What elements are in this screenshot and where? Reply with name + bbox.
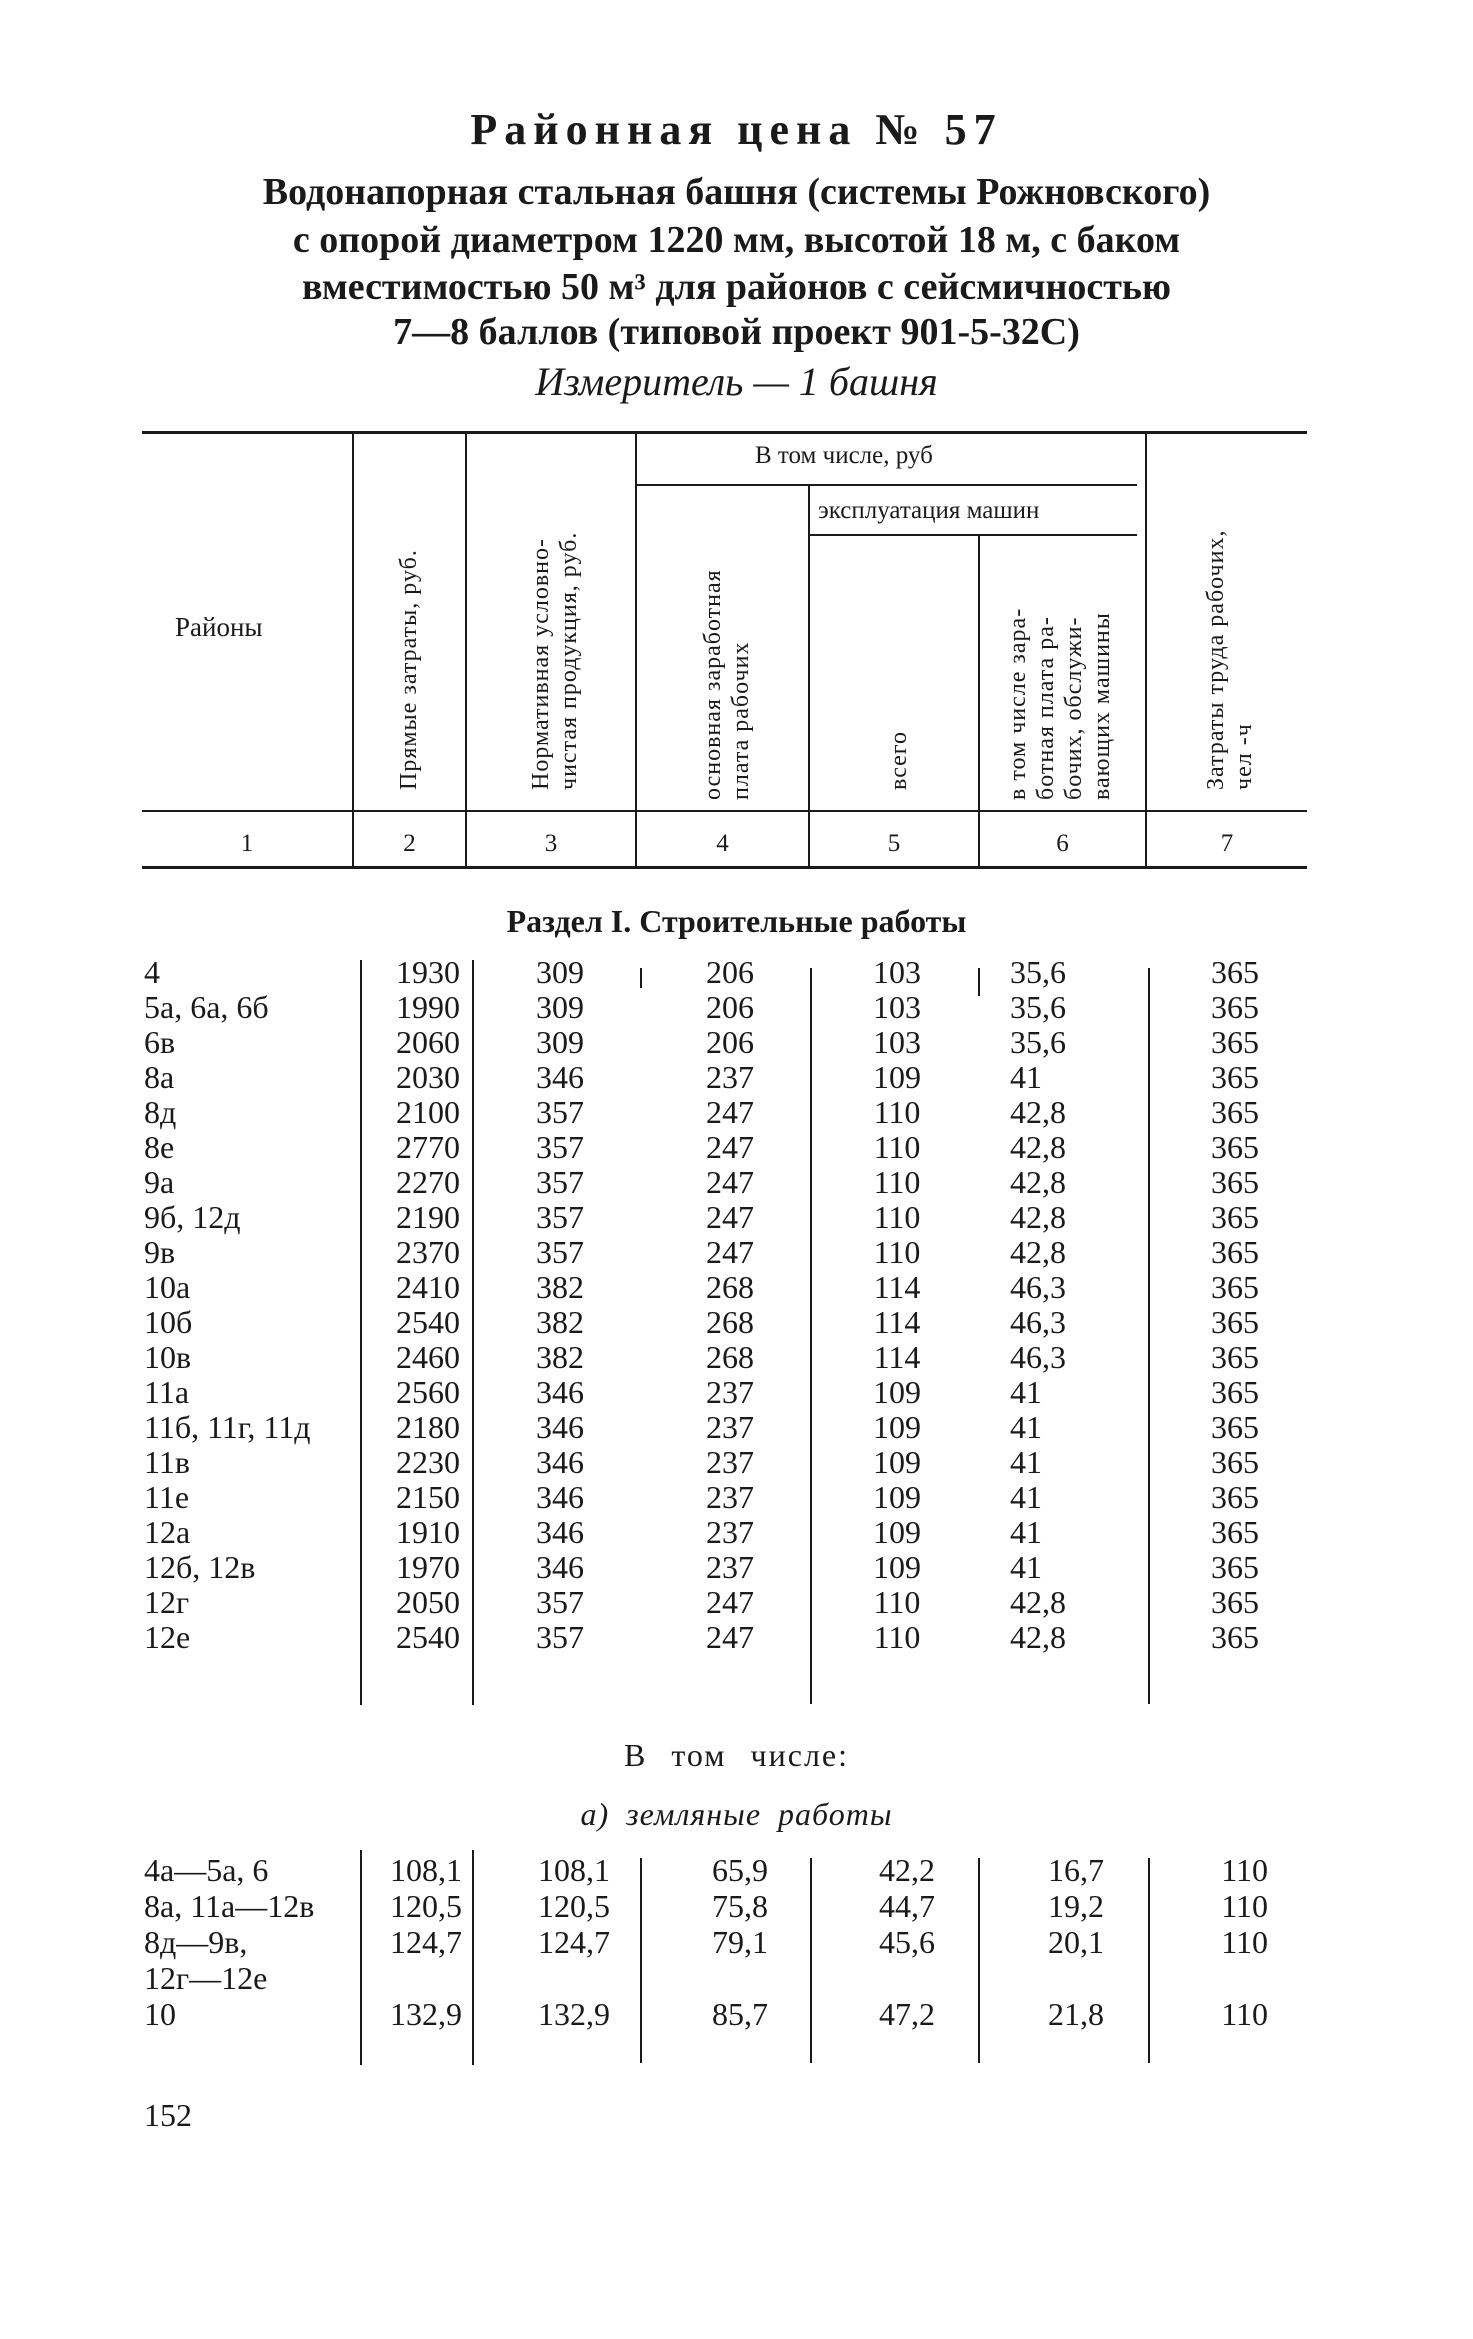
price-title: Районная цена № 57 <box>470 105 1003 154</box>
value-cell-2: 357 <box>536 1234 584 1270</box>
value-cell-4: 109 <box>873 1374 921 1410</box>
value-cell-5: 46,3 <box>1010 1269 1066 1305</box>
district-cell: 5а, 6а, 6б <box>144 989 269 1025</box>
header-vline-4 <box>808 486 810 866</box>
col-base-wage-2: плата рабочих <box>728 641 754 800</box>
subtitle-line-2: с опорой диаметром 1220 мм, высотой 18 м, с баком <box>292 219 1181 261</box>
value-cell-2: 108,1 <box>538 1852 610 1888</box>
value-cell-4: 109 <box>873 1059 921 1095</box>
value-cell-5: 42,8 <box>1010 1164 1066 1200</box>
earth-row <box>0 1889 1473 1924</box>
value-cell-2: 346 <box>536 1374 584 1410</box>
table-row <box>0 990 1473 1025</box>
value-cell-5: 41 <box>1010 1374 1042 1410</box>
value-cell-3: 268 <box>706 1304 754 1340</box>
earth-row <box>0 1853 1473 1888</box>
table-row <box>0 1340 1473 1375</box>
value-cell-5: 21,8 <box>1048 1996 1104 2032</box>
value-cell-6: 365 <box>1211 1479 1259 1515</box>
value-cell-5: 42,8 <box>1010 1234 1066 1270</box>
district-cell: 12а <box>144 1514 191 1550</box>
value-cell-6: 110 <box>1221 1852 1268 1888</box>
value-cell-3: 79,1 <box>712 1924 768 1960</box>
value-cell-1: 2270 <box>396 1164 460 1200</box>
value-cell-4: 109 <box>873 1444 921 1480</box>
value-cell-3: 237 <box>706 1444 754 1480</box>
value-cell-6: 365 <box>1211 1094 1259 1130</box>
value-cell-1: 2030 <box>396 1059 460 1095</box>
value-cell-6: 365 <box>1211 1059 1259 1095</box>
value-cell-3: 237 <box>706 1059 754 1095</box>
value-cell-5: 16,7 <box>1048 1852 1104 1888</box>
district-cell: 4а—5а, 6 <box>144 1852 269 1888</box>
value-cell-6: 365 <box>1211 989 1259 1025</box>
value-cell-3: 247 <box>706 1164 754 1200</box>
measure-unit: Измеритель — 1 башня <box>535 359 938 404</box>
value-cell-3: 247 <box>706 1584 754 1620</box>
value-cell-1: 2060 <box>396 1024 460 1060</box>
col-labor-1: Затраты труда рабочих, <box>1203 529 1229 790</box>
value-cell-6: 110 <box>1221 1924 1268 1960</box>
value-cell-4: 47,2 <box>879 1996 935 2032</box>
value-cell-5: 46,3 <box>1010 1304 1066 1340</box>
district-cell: 9в <box>144 1234 176 1270</box>
value-cell-4: 109 <box>873 1514 921 1550</box>
district-cell: 8д <box>144 1094 177 1130</box>
district-cell: 4 <box>144 954 160 990</box>
header-vline-5 <box>978 536 980 866</box>
value-cell-2: 346 <box>536 1059 584 1095</box>
district-cell: 11е <box>144 1479 190 1515</box>
col-base-wage-1: основная заработная <box>700 569 726 800</box>
subtitle-line-4: 7—8 баллов (типовой проект 901-5-32С) <box>393 311 1080 353</box>
value-cell-1: 2230 <box>396 1444 460 1480</box>
col-machines: эксплуатация машин <box>818 497 1040 524</box>
value-cell-6: 365 <box>1211 1374 1259 1410</box>
col-num-4: 4 <box>716 830 729 857</box>
subtitle-line-3: вместимостью 50 м³ для районов с сейсмичностью <box>301 266 1172 308</box>
table-row <box>0 1375 1473 1410</box>
value-cell-3: 247 <box>706 1619 754 1655</box>
value-cell-2: 382 <box>536 1304 584 1340</box>
col-incl-wage-3: бочих, обслужи- <box>1061 616 1087 800</box>
table-row <box>0 1620 1473 1655</box>
table-row <box>0 1480 1473 1515</box>
table-row <box>0 1270 1473 1305</box>
table-row <box>0 1130 1473 1165</box>
value-cell-5: 42,8 <box>1010 1094 1066 1130</box>
value-cell-5: 35,6 <box>1010 989 1066 1025</box>
table-row <box>0 1025 1473 1060</box>
district-cell: 11в <box>144 1444 190 1480</box>
value-cell-4: 110 <box>873 1199 921 1235</box>
earth-row <box>0 1925 1473 1960</box>
value-cell-1: 1970 <box>396 1549 460 1585</box>
col-incl-wage-1: в том числе зара- <box>1005 607 1031 800</box>
value-cell-5: 42,8 <box>1010 1199 1066 1235</box>
value-cell-1: 1910 <box>396 1514 460 1550</box>
value-cell-3: 237 <box>706 1409 754 1445</box>
value-cell-2: 382 <box>536 1269 584 1305</box>
value-cell-6: 365 <box>1211 1129 1259 1165</box>
value-cell-4: 110 <box>873 1584 921 1620</box>
value-cell-4: 103 <box>873 1024 921 1060</box>
value-cell-2: 309 <box>536 989 584 1025</box>
col-num-6: 6 <box>1056 830 1069 857</box>
col-districts: Районы <box>175 612 263 642</box>
value-cell-1: 2410 <box>396 1269 460 1305</box>
col-direct-costs: Прямые затраты, руб. <box>396 549 422 790</box>
value-cell-4: 110 <box>873 1164 921 1200</box>
value-cell-1: 2190 <box>396 1199 460 1235</box>
value-cell-1: 1990 <box>396 989 460 1025</box>
section-title: Раздел I. Строительные работы <box>506 903 967 939</box>
value-cell-3: 237 <box>706 1514 754 1550</box>
value-cell-2: 346 <box>536 1444 584 1480</box>
district-cell: 12г <box>144 1584 190 1620</box>
col-num-3: 3 <box>544 830 558 857</box>
table-row <box>0 955 1473 990</box>
table-row <box>0 1305 1473 1340</box>
value-cell-4: 42,2 <box>879 1852 935 1888</box>
value-cell-5: 41 <box>1010 1514 1042 1550</box>
header-top-rule <box>142 431 1307 434</box>
value-cell-6: 365 <box>1211 1304 1259 1340</box>
col-num-2: 2 <box>403 830 416 857</box>
value-cell-3: 268 <box>706 1269 754 1305</box>
value-cell-3: 206 <box>706 989 754 1025</box>
district-cell: 8а, 11а—12в <box>144 1888 315 1924</box>
col-normative-2: чистая продукция, руб. <box>556 531 582 790</box>
value-cell-3: 247 <box>706 1234 754 1270</box>
value-cell-6: 365 <box>1211 1619 1259 1655</box>
value-cell-5: 35,6 <box>1010 1024 1066 1060</box>
district-cell: 10в <box>144 1339 192 1375</box>
value-cell-2: 357 <box>536 1129 584 1165</box>
value-cell-1: 2150 <box>396 1479 460 1515</box>
table-row <box>0 1445 1473 1480</box>
header-vline-2 <box>465 434 467 866</box>
col-normative-1: Нормативная условно- <box>528 537 554 790</box>
value-cell-4: 45,6 <box>879 1924 935 1960</box>
value-cell-6: 365 <box>1211 1549 1259 1585</box>
value-cell-1: 2370 <box>396 1234 460 1270</box>
value-cell-3: 206 <box>706 954 754 990</box>
value-cell-4: 109 <box>873 1479 921 1515</box>
table-row <box>0 1165 1473 1200</box>
value-cell-5: 41 <box>1010 1409 1042 1445</box>
table-row <box>0 1060 1473 1095</box>
value-cell-5: 42,8 <box>1010 1584 1066 1620</box>
value-cell-1: 2100 <box>396 1094 460 1130</box>
district-cell: 8е <box>144 1129 175 1165</box>
value-cell-1: 124,7 <box>390 1924 462 1960</box>
value-cell-6: 365 <box>1211 1269 1259 1305</box>
value-cell-4: 110 <box>873 1129 921 1165</box>
value-cell-1: 132,9 <box>390 1996 462 2032</box>
including-rule <box>635 484 1137 486</box>
value-cell-2: 357 <box>536 1094 584 1130</box>
value-cell-4: 44,7 <box>879 1888 935 1924</box>
value-cell-2: 132,9 <box>538 1996 610 2032</box>
value-cell-2: 346 <box>536 1514 584 1550</box>
value-cell-4: 114 <box>873 1269 921 1305</box>
value-cell-6: 365 <box>1211 1409 1259 1445</box>
value-cell-4: 103 <box>873 989 921 1025</box>
value-cell-2: 357 <box>536 1619 584 1655</box>
value-cell-3: 75,8 <box>712 1888 768 1924</box>
col-num-5: 5 <box>887 830 901 857</box>
value-cell-2: 357 <box>536 1199 584 1235</box>
value-cell-3: 237 <box>706 1479 754 1515</box>
value-cell-2: 346 <box>536 1409 584 1445</box>
value-cell-5: 19,2 <box>1048 1888 1104 1924</box>
value-cell-3: 85,7 <box>712 1996 768 2032</box>
value-cell-4: 110 <box>873 1234 921 1270</box>
value-cell-5: 41 <box>1010 1549 1042 1585</box>
value-cell-6: 365 <box>1211 1199 1259 1235</box>
value-cell-2: 309 <box>536 1024 584 1060</box>
value-cell-4: 109 <box>873 1549 921 1585</box>
value-cell-3: 237 <box>706 1374 754 1410</box>
header-bottom-rule <box>142 866 1307 869</box>
value-cell-4: 114 <box>873 1339 921 1375</box>
value-cell-2: 346 <box>536 1479 584 1515</box>
value-cell-3: 247 <box>706 1129 754 1165</box>
table-row <box>0 1550 1473 1585</box>
value-cell-5: 41 <box>1010 1444 1042 1480</box>
value-cell-1: 108,1 <box>390 1852 462 1888</box>
value-cell-4: 110 <box>873 1094 921 1130</box>
header-vline-3 <box>635 434 637 866</box>
value-cell-2: 124,7 <box>538 1924 610 1960</box>
district-cell: 12г—12е <box>144 1960 268 1996</box>
value-cell-6: 365 <box>1211 1584 1259 1620</box>
value-cell-5: 42,8 <box>1010 1129 1066 1165</box>
value-cell-5: 41 <box>1010 1059 1042 1095</box>
table-row <box>0 1410 1473 1445</box>
value-cell-6: 365 <box>1211 1514 1259 1550</box>
district-cell: 11а <box>144 1374 190 1410</box>
table-row <box>0 1515 1473 1550</box>
district-cell: 9а <box>144 1164 175 1200</box>
value-cell-4: 109 <box>873 1409 921 1445</box>
value-cell-5: 35,6 <box>1010 954 1066 990</box>
col-total: всего <box>886 730 912 790</box>
district-cell: 10 <box>144 1996 176 2032</box>
value-cell-3: 268 <box>706 1339 754 1375</box>
value-cell-1: 2560 <box>396 1374 460 1410</box>
value-cell-2: 382 <box>536 1339 584 1375</box>
value-cell-6: 365 <box>1211 1234 1259 1270</box>
value-cell-1: 120,5 <box>390 1888 462 1924</box>
page-number: 152 <box>144 2097 192 2133</box>
value-cell-3: 65,9 <box>712 1852 768 1888</box>
col-incl-wage-4: вающих машины <box>1089 612 1115 800</box>
value-cell-6: 365 <box>1211 1024 1259 1060</box>
value-cell-1: 1930 <box>396 954 460 990</box>
value-cell-2: 120,5 <box>538 1888 610 1924</box>
col-incl-wage-2: ботная плата ра- <box>1033 616 1059 800</box>
value-cell-2: 309 <box>536 954 584 990</box>
value-cell-5: 46,3 <box>1010 1339 1066 1375</box>
earthworks-title: а) земляные работы <box>580 1796 893 1832</box>
value-cell-5: 41 <box>1010 1479 1042 1515</box>
value-cell-5: 42,8 <box>1010 1619 1066 1655</box>
earth-row <box>0 1997 1473 2032</box>
value-cell-6: 365 <box>1211 954 1259 990</box>
value-cell-1: 2540 <box>396 1619 460 1655</box>
value-cell-3: 247 <box>706 1094 754 1130</box>
value-cell-5: 20,1 <box>1048 1924 1104 1960</box>
district-cell: 6в <box>144 1024 176 1060</box>
header-vline-1 <box>352 434 354 866</box>
table-row <box>0 1585 1473 1620</box>
value-cell-4: 103 <box>873 954 921 990</box>
value-cell-6: 110 <box>1221 1996 1268 2032</box>
value-cell-1: 2540 <box>396 1304 460 1340</box>
value-cell-6: 110 <box>1221 1888 1268 1924</box>
district-cell: 10б <box>144 1304 193 1340</box>
value-cell-3: 206 <box>706 1024 754 1060</box>
district-cell: 8а <box>144 1059 175 1095</box>
district-cell: 12б, 12в <box>144 1549 256 1585</box>
value-cell-1: 2770 <box>396 1129 460 1165</box>
value-cell-2: 346 <box>536 1549 584 1585</box>
header-vline-6 <box>1145 434 1147 866</box>
district-cell: 11б, 11г, 11д <box>144 1409 311 1445</box>
earth-row <box>0 1961 1473 1996</box>
district-cell: 10а <box>144 1269 191 1305</box>
value-cell-6: 365 <box>1211 1444 1259 1480</box>
value-cell-3: 237 <box>706 1549 754 1585</box>
value-cell-6: 365 <box>1211 1164 1259 1200</box>
machines-rule <box>810 534 1137 536</box>
value-cell-2: 357 <box>536 1164 584 1200</box>
subtitle-line-1: Водонапорная стальная башня (системы Рожновского) <box>262 171 1211 213</box>
header-mid-rule <box>142 810 1307 812</box>
value-cell-6: 365 <box>1211 1339 1259 1375</box>
table-row <box>0 1200 1473 1235</box>
district-cell: 9б, 12д <box>144 1199 241 1235</box>
value-cell-4: 114 <box>873 1304 921 1340</box>
value-cell-1: 2180 <box>396 1409 460 1445</box>
district-cell: 12е <box>144 1619 191 1655</box>
col-num-1: 1 <box>240 830 254 857</box>
value-cell-4: 110 <box>873 1619 921 1655</box>
col-including: В том числе, руб <box>755 442 933 469</box>
value-cell-2: 357 <box>536 1584 584 1620</box>
table-row <box>0 1235 1473 1270</box>
value-cell-3: 247 <box>706 1199 754 1235</box>
col-labor-2: чел -ч <box>1231 723 1257 790</box>
col-num-7: 7 <box>1220 830 1234 857</box>
table-row <box>0 1095 1473 1130</box>
value-cell-1: 2050 <box>396 1584 460 1620</box>
district-cell: 8д—9в, <box>144 1924 248 1960</box>
including-title: В том числе: <box>623 1737 850 1773</box>
value-cell-1: 2460 <box>396 1339 460 1375</box>
